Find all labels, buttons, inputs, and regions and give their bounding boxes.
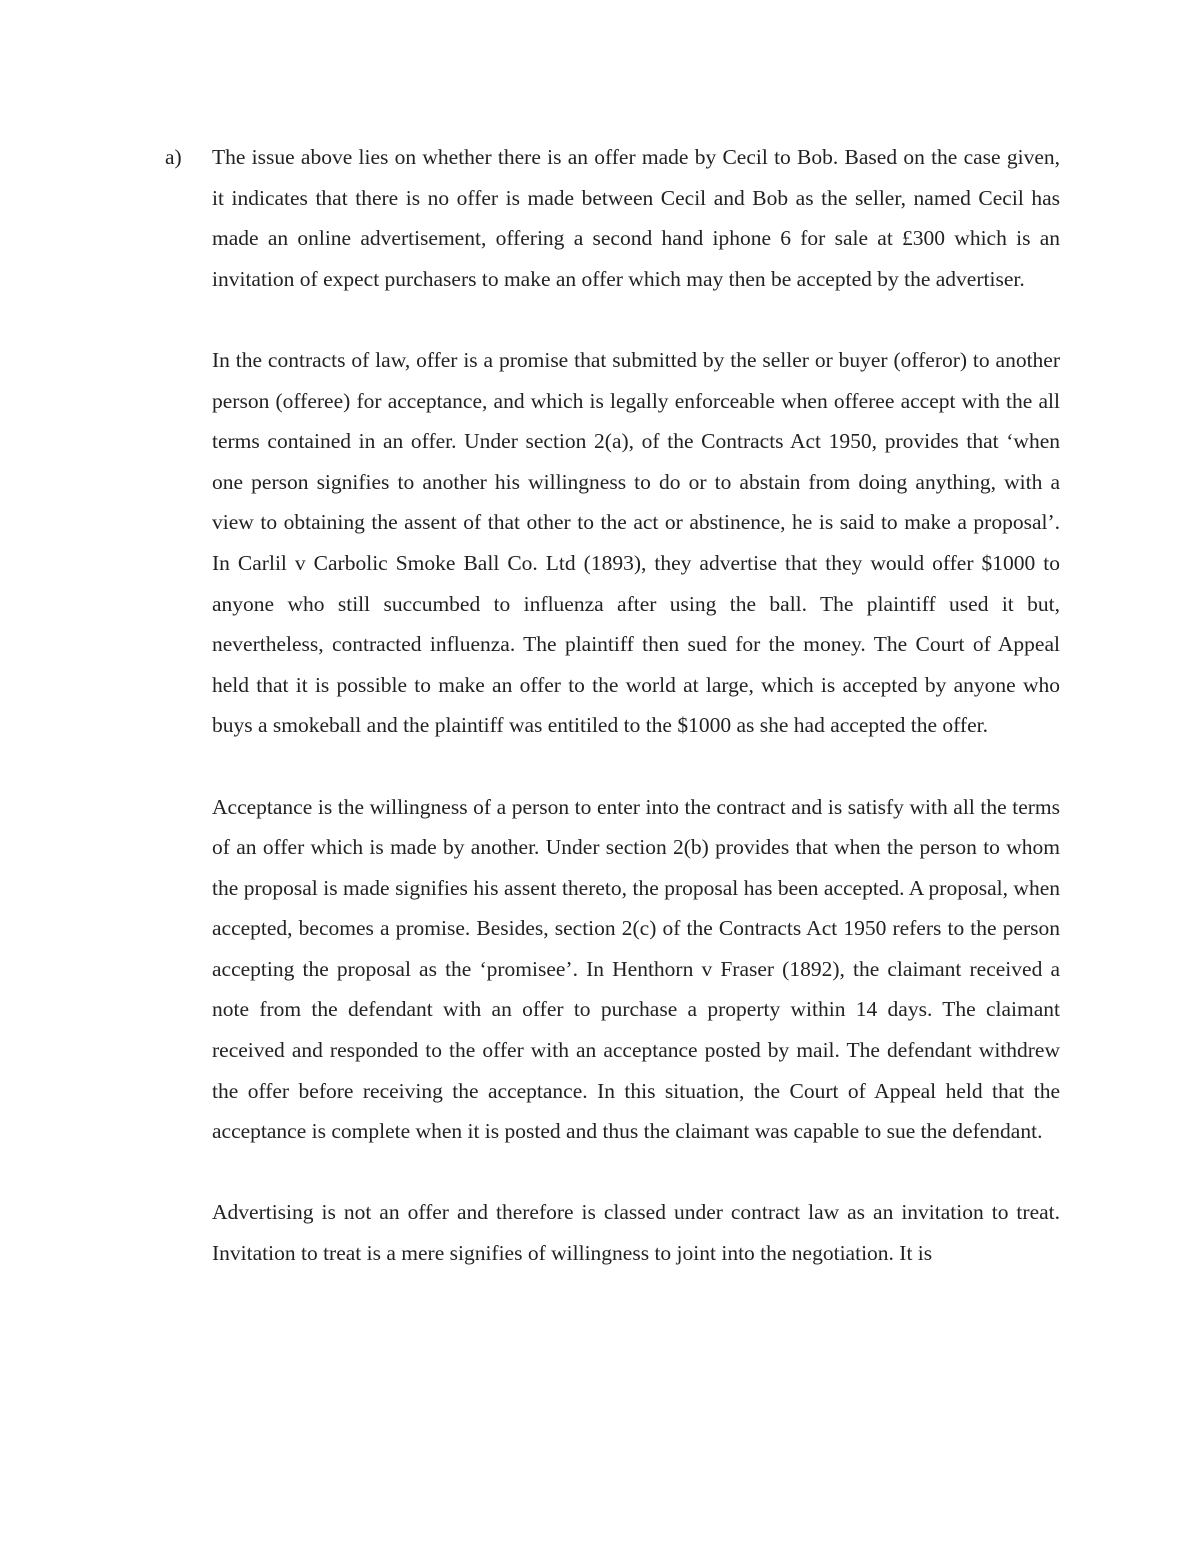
paragraph-acceptance: Acceptance is the willingness of a person to enter into the contract and is satisfy with all the terms of an offer which is made by another. Under section 2(b) provides that when the person to whom the proposal is made signifies his assent thereto, the proposal has been accepted. A proposal, when accepted, becomes a promise. Besides, section 2(c) of the Contracts Act 1950 refers to the person accepting the proposal as the ‘promisee’. In Henthorn v Fraser (1892), the claimant received a note from the defendant with an offer to purchase a property within 14 days. The claimant received and responded to the offer with an acceptance posted by mail. The defendant withdrew the offer before receiving the acceptance. In this situation, the Court of Appeal held that the acceptance is complete when it is posted and thus the claimant was capable to sue the defendant. — [212, 794, 1060, 1144]
list-marker: a) — [165, 145, 182, 169]
paragraph-advertising: Advertising is not an offer and therefore is classed under contract law as an invitation to treat. Invitation to treat is a mere signifies of willingness to joint into the negotiation. It is — [212, 1200, 1060, 1266]
list-item-a — [165, 137, 1060, 1314]
list-item-body — [212, 137, 1060, 1274]
paragraph-offer: In the contracts of law, offer is a promise that submitted by the seller or buyer (offeror) to another person (offeree) for acceptance, and which is legally enforceable when offeree accept with the all terms contained in an offer. Under section 2(a), of the Contracts Act 1950, provides that ‘when one person signifies to another his willingness to do or to abstain from doing anything, with a view to obtaining the assent of that other to the act or abstinence, he is said to make a proposal’. In Carlil v Carbolic Smoke Ball Co. Ltd (1893), they advertise that they would offer $1000 to anyone who still succumbed to influenza after using the ball. The plaintiff used it but, nevertheless, contracted influenza. The plaintiff then sued for the money. The Court of Appeal held that it is possible to make an offer to the world at large, which is accepted by anyone who buys a smokeball and the plaintiff was entitiled to the $1000 as she had accepted the offer. — [212, 347, 1060, 738]
paragraph-issue: The issue above lies on whether there is an offer made by Cecil to Bob. Based on the case given, it indicates that there is no offer is made between Cecil and Bob as the seller, named Cecil has made an online advertisement, offering a second hand iphone 6 for sale at £300 which is an invitation of expect purchasers to make an offer which may then be accepted by the advertiser. — [212, 145, 1060, 291]
